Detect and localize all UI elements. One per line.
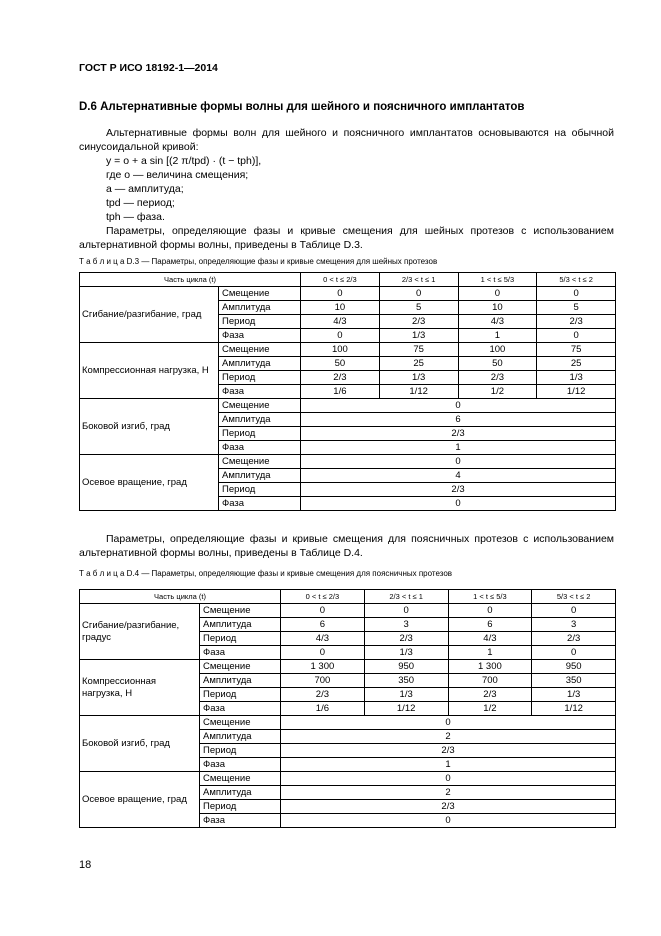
- value-cell: 1/3: [532, 688, 616, 702]
- param-cell: Смещение: [200, 604, 281, 618]
- value-cell: 0: [301, 287, 380, 301]
- value-cell: 1/12: [532, 702, 616, 716]
- param-cell: Амплитуда: [219, 413, 301, 427]
- value-cell: 2/3: [364, 632, 448, 646]
- value-cell: 2/3: [281, 800, 616, 814]
- value-cell: 1/3: [537, 371, 616, 385]
- value-cell: 1/3: [379, 371, 458, 385]
- value-cell: 3: [532, 618, 616, 632]
- table-d3-intro: Параметры, определяющие фазы и кривые смещения для шейных протезов с использованием альтернативной формы волны, приведены в Таблице D.3.: [79, 225, 614, 251]
- table-d4: [79, 589, 616, 828]
- param-cell: Период: [219, 483, 301, 497]
- group-cell: Боковой изгиб, град: [80, 716, 200, 772]
- definition-amplitude: a — амплитуда;: [106, 183, 184, 195]
- group-cell: Компрессионная нагрузка, Н: [80, 343, 219, 399]
- value-cell: 5: [537, 301, 616, 315]
- value-cell: 4/3: [301, 315, 380, 329]
- value-cell: 2/3: [301, 483, 616, 497]
- param-cell: Смещение: [219, 455, 301, 469]
- param-cell: Смещение: [200, 716, 281, 730]
- value-cell: 6: [448, 618, 532, 632]
- value-cell: 1 300: [281, 660, 365, 674]
- param-cell: Смещение: [219, 399, 301, 413]
- table-row: [80, 660, 616, 674]
- value-cell: 700: [281, 674, 365, 688]
- param-cell: Фаза: [219, 385, 301, 399]
- value-cell: 2/3: [281, 744, 616, 758]
- value-cell: 1/12: [537, 385, 616, 399]
- header-cell: Часть цикла (t): [80, 590, 281, 604]
- intro-paragraph: Альтернативные формы волн для шейного и поясничного имплантатов основываются на обычной синусоидальной кривой:: [79, 127, 614, 153]
- value-cell: 1/12: [379, 385, 458, 399]
- value-cell: 0: [458, 287, 537, 301]
- header-cell: 1 < t ≤ 5/3: [458, 273, 537, 287]
- value-cell: 350: [532, 674, 616, 688]
- group-cell: Сгибание/разгибание, град: [80, 287, 219, 343]
- param-cell: Амплитуда: [200, 618, 281, 632]
- group-cell: Осевое вращение, град: [80, 772, 200, 828]
- table-row: [80, 772, 616, 786]
- value-cell: 25: [537, 357, 616, 371]
- table-header-row: [80, 273, 616, 287]
- value-cell: 0: [301, 399, 616, 413]
- header-cell: 5/3 < t ≤ 2: [532, 590, 616, 604]
- table-d3-caption: Т а б л и ц а D.3 — Параметры, определяющие фазы и кривые смещения для шейных протезов: [79, 257, 438, 266]
- value-cell: 1/12: [364, 702, 448, 716]
- formula: y = o + a sin [(2 π/tpd) · (t − tph)],: [106, 155, 262, 167]
- value-cell: 25: [379, 357, 458, 371]
- value-cell: 1: [301, 441, 616, 455]
- value-cell: 0: [364, 604, 448, 618]
- param-cell: Период: [200, 800, 281, 814]
- section-title: D.6 Альтернативные формы волны для шейного и поясничного имплантатов: [79, 101, 525, 113]
- param-cell: Амплитуда: [200, 786, 281, 800]
- value-cell: 0: [281, 814, 616, 828]
- param-cell: Смещение: [200, 772, 281, 786]
- value-cell: 1: [458, 329, 537, 343]
- definition-offset: где o — величина смещения;: [106, 169, 249, 181]
- table-d3: [79, 272, 616, 511]
- table-row: [80, 604, 616, 618]
- value-cell: 1/3: [379, 329, 458, 343]
- page-number: 18: [79, 859, 92, 871]
- value-cell: 2/3: [301, 427, 616, 441]
- value-cell: 1/3: [364, 688, 448, 702]
- value-cell: 1/3: [364, 646, 448, 660]
- table-row: [80, 455, 616, 469]
- table-row: [80, 287, 616, 301]
- param-cell: Период: [219, 315, 301, 329]
- value-cell: 0: [281, 716, 616, 730]
- group-cell: Осевое вращение, град: [80, 455, 219, 511]
- param-cell: Амплитуда: [200, 730, 281, 744]
- value-cell: 2: [281, 730, 616, 744]
- param-cell: Фаза: [219, 497, 301, 511]
- value-cell: 0: [532, 646, 616, 660]
- header-cell: Часть цикла (t): [80, 273, 301, 287]
- value-cell: 2/3: [448, 688, 532, 702]
- value-cell: 2/3: [281, 688, 365, 702]
- header-cell: 0 < t ≤ 2/3: [281, 590, 365, 604]
- value-cell: 100: [301, 343, 380, 357]
- value-cell: 1/2: [448, 702, 532, 716]
- header-cell: 2/3 < t ≤ 1: [364, 590, 448, 604]
- header-cell: 2/3 < t ≤ 1: [379, 273, 458, 287]
- table-header-row: [80, 590, 616, 604]
- table-d4-intro: Параметры, определяющие фазы и кривые смещения для поясничных протезов с использованием альтернативной формы волны, приведены в Таблице D.4.: [79, 533, 614, 559]
- value-cell: 2/3: [537, 315, 616, 329]
- value-cell: 950: [532, 660, 616, 674]
- param-cell: Фаза: [200, 814, 281, 828]
- value-cell: 6: [301, 413, 616, 427]
- table-d4-caption: Т а б л и ц а D.4 — Параметры, определяющие фазы и кривые смещения для поясничных протезов: [79, 569, 453, 578]
- value-cell: 0: [281, 646, 365, 660]
- value-cell: 50: [301, 357, 380, 371]
- value-cell: 700: [448, 674, 532, 688]
- value-cell: 1/6: [281, 702, 365, 716]
- intro-block: [79, 126, 614, 252]
- table-row: [80, 343, 616, 357]
- value-cell: 0: [532, 604, 616, 618]
- param-cell: Фаза: [200, 646, 281, 660]
- table-d4-intro-block: [79, 532, 614, 560]
- param-cell: Смещение: [219, 287, 301, 301]
- value-cell: 4: [301, 469, 616, 483]
- group-cell: Боковой изгиб, град: [80, 399, 219, 455]
- param-cell: Амплитуда: [200, 674, 281, 688]
- value-cell: 2/3: [458, 371, 537, 385]
- param-cell: Период: [200, 688, 281, 702]
- definition-period: tpd — период;: [106, 197, 175, 209]
- value-cell: 6: [281, 618, 365, 632]
- param-cell: Амплитуда: [219, 301, 301, 315]
- value-cell: 350: [364, 674, 448, 688]
- param-cell: Период: [219, 371, 301, 385]
- header-cell: 5/3 < t ≤ 2: [537, 273, 616, 287]
- value-cell: 1: [448, 646, 532, 660]
- table-row: [80, 716, 616, 730]
- value-cell: 1: [281, 758, 616, 772]
- value-cell: 50: [458, 357, 537, 371]
- param-cell: Период: [219, 427, 301, 441]
- value-cell: 1/6: [301, 385, 380, 399]
- value-cell: 10: [301, 301, 380, 315]
- value-cell: 75: [537, 343, 616, 357]
- value-cell: 0: [301, 455, 616, 469]
- group-cell: Сгибание/разгибание, градус: [80, 604, 200, 660]
- header-cell: 1 < t ≤ 5/3: [448, 590, 532, 604]
- param-cell: Период: [200, 744, 281, 758]
- value-cell: 4/3: [458, 315, 537, 329]
- param-cell: Смещение: [200, 660, 281, 674]
- value-cell: 4/3: [281, 632, 365, 646]
- param-cell: Смещение: [219, 343, 301, 357]
- group-cell: Компрессионная нагрузка, Н: [80, 660, 200, 716]
- param-cell: Фаза: [219, 441, 301, 455]
- value-cell: 0: [379, 287, 458, 301]
- value-cell: 2/3: [301, 371, 380, 385]
- value-cell: 0: [537, 329, 616, 343]
- header-cell: 0 < t ≤ 2/3: [301, 273, 380, 287]
- value-cell: 0: [301, 497, 616, 511]
- value-cell: 2/3: [379, 315, 458, 329]
- value-cell: 950: [364, 660, 448, 674]
- value-cell: 75: [379, 343, 458, 357]
- value-cell: 100: [458, 343, 537, 357]
- value-cell: 4/3: [448, 632, 532, 646]
- value-cell: 1/2: [458, 385, 537, 399]
- value-cell: 2: [281, 786, 616, 800]
- document-header: ГОСТ Р ИСО 18192-1—2014: [79, 62, 218, 74]
- value-cell: 0: [281, 772, 616, 786]
- param-cell: Фаза: [200, 758, 281, 772]
- param-cell: Период: [200, 632, 281, 646]
- value-cell: 2/3: [532, 632, 616, 646]
- param-cell: Фаза: [200, 702, 281, 716]
- definition-phase: tph — фаза.: [106, 211, 165, 223]
- value-cell: 0: [281, 604, 365, 618]
- param-cell: Амплитуда: [219, 469, 301, 483]
- value-cell: 0: [537, 287, 616, 301]
- value-cell: 0: [301, 329, 380, 343]
- value-cell: 5: [379, 301, 458, 315]
- value-cell: 0: [448, 604, 532, 618]
- value-cell: 1 300: [448, 660, 532, 674]
- value-cell: 3: [364, 618, 448, 632]
- param-cell: Амплитуда: [219, 357, 301, 371]
- param-cell: Фаза: [219, 329, 301, 343]
- table-row: [80, 399, 616, 413]
- value-cell: 10: [458, 301, 537, 315]
